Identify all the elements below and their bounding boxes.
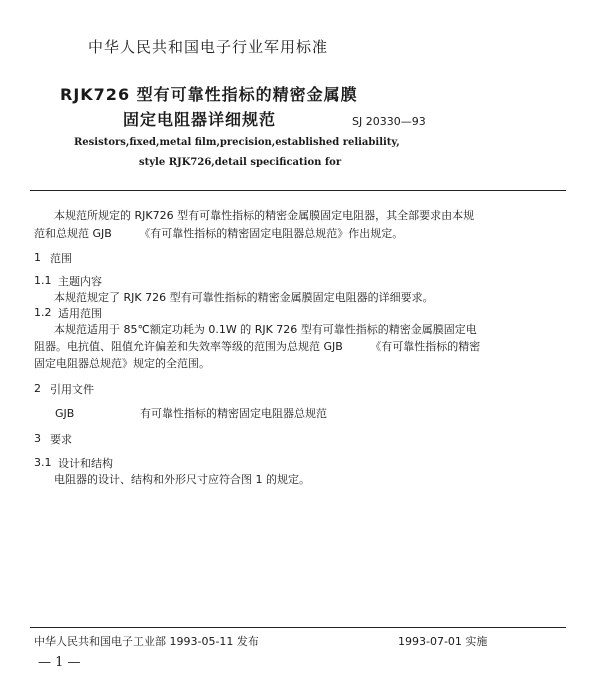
section-1-2-line1: 本规范适用于 85℃额定功耗为 0.1W 的 RJK 726 型有可靠性指标的精密金属膜固定电 [54, 323, 477, 336]
section-1-2-title: 适用范围 [58, 307, 102, 320]
english-title-line1: Resistors,fixed,metal film,precision,established reliability, [74, 137, 400, 148]
intro-paragraph-line1: 本规范所规定的 RJK726 型有可靠性指标的精密金属膜固定电阻器，其全部要求由本规 [54, 209, 475, 222]
section-3-number: 3 [34, 432, 41, 445]
section-3-1-text: 电阻器的设计、结构和外形尺寸应符合图 1 的规定。 [54, 473, 310, 486]
section-1-title: 范围 [50, 252, 72, 265]
section-2-number: 2 [34, 382, 41, 395]
bottom-divider [30, 627, 566, 628]
english-title-line2: style RJK726,detail specification for [139, 157, 342, 168]
section-1-1-text: 本规范规定了 RJK 726 型有可靠性指标的精密金属膜固定电阻器的详细要求。 [54, 291, 434, 304]
reference-title: 有可靠性指标的精密固定电阻器总规范 [140, 407, 327, 420]
issue-date: 中华人民共和国电子工业部 1993-05-11 发布 [34, 635, 259, 648]
section-3-1-title: 设计和结构 [58, 457, 113, 470]
top-divider [30, 190, 566, 191]
document-title-line1: RJK726 型有可靠性指标的精密金属膜 [60, 85, 358, 104]
section-2-title: 引用文件 [50, 383, 94, 396]
section-1-2-line2: 阻器。电抗值、阻值允许偏差和失效率等级的范围为总规范 GJB 《有可靠性指标的精密 [34, 340, 481, 353]
implementation-date: 1993-07-01 实施 [398, 635, 488, 648]
section-1-2-number: 1.2 [34, 306, 52, 319]
standard-number: SJ 20330—93 [352, 115, 426, 128]
section-1-1-title: 主题内容 [58, 275, 102, 288]
section-3-1-number: 3.1 [34, 456, 52, 469]
section-1-1-number: 1.1 [34, 274, 52, 287]
section-1-number: 1 [34, 251, 41, 264]
intro-paragraph-line2: 范和总规范 GJB 《有可靠性指标的精密固定电阻器总规范》作出规定。 [34, 227, 404, 240]
page-number: — 1 — [38, 655, 81, 670]
section-1-2-line3: 固定电阻器总规范》规定的全范围。 [34, 357, 210, 370]
reference-code: GJB [55, 407, 75, 420]
section-3-title: 要求 [50, 433, 72, 446]
document-title-line2: 固定电阻器详细规范 [123, 110, 277, 129]
standard-category-header: 中华人民共和国电子行业军用标准 [88, 38, 329, 56]
